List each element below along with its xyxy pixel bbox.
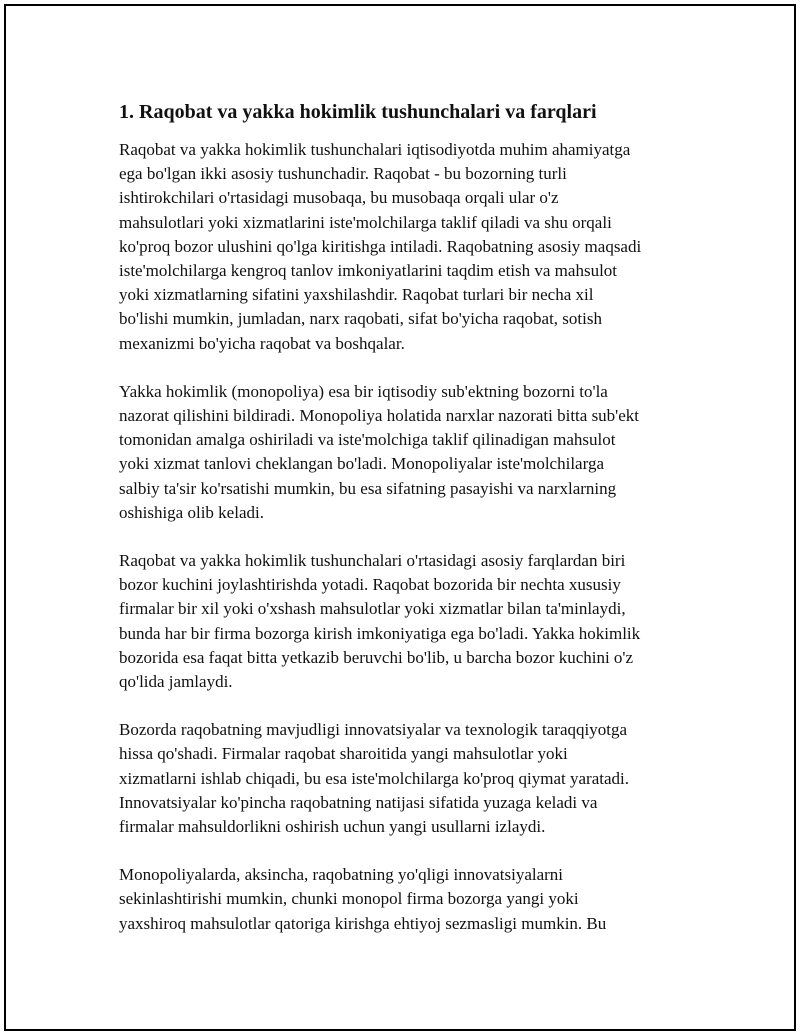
document-title: 1. Raqobat va yakka hokimlik tushunchalari va farqlari — [119, 101, 597, 123]
text-line: Raqobat va yakka hokimlik tushunchalari o'rtasidagi asosiy farqlardan biri — [119, 551, 626, 571]
text-line: yaxshiroq mahsulotlar qatoriga kirishga ehtiyoj sezmasligi mumkin. Bu — [119, 913, 607, 933]
text-line: nazorat qilishini bildiradi. Monopoliya holatida narxlar nazorati bitta sub'ekt — [119, 406, 640, 426]
text-line: salbiy ta'sir ko'rsatishi mumkin, bu esa sifatning pasayishi va narxlarning — [119, 478, 617, 498]
paragraph-key-differences — [119, 549, 689, 694]
text-line: ishtirokchilari o'rtasidagi musobaqa, bu musobaqa orqali ular o'z — [119, 188, 559, 208]
text-line: qo'lida jamlaydi. — [119, 672, 233, 692]
text-line: bunda har bir firma bozorga kirish imkoniyatiga ega bo'ladi. Yakka hokimlik — [119, 623, 641, 643]
text-line: yoki xizmat tanlovi cheklangan bo'ladi. Monopoliyalar iste'molchilarga — [119, 454, 604, 474]
text-line: bozor kuchini joylashtirishda yotadi. Raqobat bozorida bir nechta xususiy — [119, 575, 621, 595]
document-body — [119, 98, 689, 960]
text-line: firmalar mahsuldorlikni oshirish uchun yangi usullarni izlaydi. — [119, 817, 546, 837]
text-line: oshishiga olib keladi. — [119, 502, 264, 522]
text-line: Monopoliyalarda, aksincha, raqobatning yo'qligi innovatsiyalarni — [119, 865, 564, 885]
text-line: yoki xizmatlarning sifatini yaxshilashdir. Raqobat turlari bir necha xil — [119, 285, 594, 305]
paragraph-monopoly-definition — [119, 380, 689, 525]
paragraph-monopoly-innovation — [119, 863, 689, 936]
paragraph-innovation — [119, 718, 689, 839]
paragraph-competition-definition — [119, 138, 689, 356]
text-line: tomonidan amalga oshiriladi va iste'molchiga taklif qilinadigan mahsulot — [119, 430, 616, 450]
text-line: ko'proq bozor ulushini qo'lga kiritishga intiladi. Raqobatning asosiy maqsadi — [119, 236, 642, 256]
page-frame — [4, 4, 796, 1031]
text-line: mexanizmi bo'yicha raqobat va boshqalar. — [119, 333, 405, 353]
text-line: firmalar bir xil yoki o'xshash mahsulotlar yoki xizmatlar bilan ta'minlaydi, — [119, 599, 626, 619]
text-line: ega bo'lgan ikki asosiy tushunchadir. Raqobat - bu bozorning turli — [119, 164, 567, 184]
text-line: iste'molchilarga kengroq tanlov imkoniyatlarini taqdim etish va mahsulot — [119, 261, 618, 281]
text-line: Yakka hokimlik (monopoliya) esa bir iqtisodiy sub'ektning bozorni to'la — [119, 381, 608, 401]
text-line: Bozorda raqobatning mavjudligi innovatsiyalar va texnologik taraqqiyotga — [119, 720, 627, 740]
text-line: sekinlashtirishi mumkin, chunki monopol firma bozorga yangi yoki — [119, 889, 579, 909]
text-line: Innovatsiyalar ko'pincha raqobatning natijasi sifatida yuzaga keladi va — [119, 792, 598, 812]
text-line: bo'lishi mumkin, jumladan, narx raqobati, sifat bo'yicha raqobat, sotish — [119, 309, 602, 329]
text-line: hissa qo'shadi. Firmalar raqobat sharoitida yangi mahsulotlar yoki — [119, 744, 568, 764]
text-line: xizmatlarni ishlab chiqadi, bu esa iste'molchilarga ko'proq qiymat yaratadi. — [119, 768, 629, 788]
text-line: bozorida esa faqat bitta yetkazib beruvchi bo'lib, u barcha bozor kuchini o'z — [119, 647, 634, 667]
text-line: Raqobat va yakka hokimlik tushunchalari iqtisodiyotda muhim ahamiyatga — [119, 140, 631, 159]
text-line: mahsulotlari yoki xizmatlarini iste'molchilarga taklif qiladi va shu orqali — [119, 212, 612, 232]
